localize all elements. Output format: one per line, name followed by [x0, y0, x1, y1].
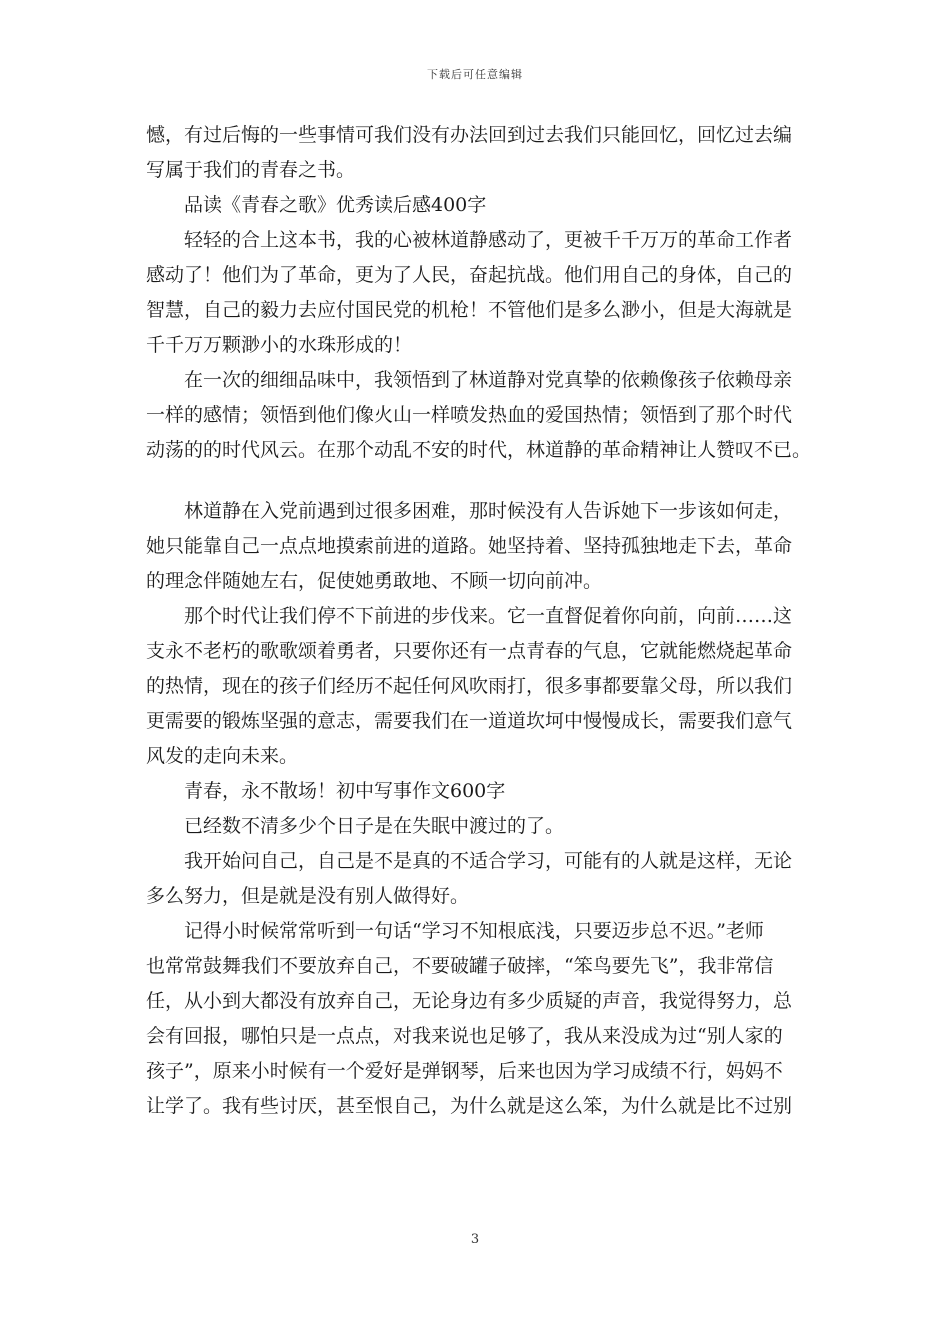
section-heading: 青春，永不散场！初中写事作文600字 — [184, 780, 506, 802]
text-line: 让学了。我有些讨厌，甚至恨自己，为什么就是这么笨，为什么就是比不过别 — [146, 1095, 793, 1117]
text-line: 风发的走向未来。 — [146, 745, 299, 767]
page-header: 下载后可任意编辑 — [427, 68, 523, 81]
text-line: 那个时代让我们停不下前进的步伐来。它一直督促着你向前，向前……这 — [184, 605, 793, 627]
document-body — [146, 118, 826, 1124]
text-line: 一样的感情；领悟到他们像火山一样喷发热血的爱国热情；领悟到了那个时代 — [146, 404, 793, 426]
text-line: 我开始问自己，自己是不是真的不适合学习，可能有的人就是这样，无论 — [184, 850, 793, 872]
text-line: 轻轻的合上这本书，我的心被林道静感动了，更被千千万万的革命工作者 — [184, 229, 793, 251]
text-line: 写属于我们的青春之书。 — [146, 159, 356, 181]
text-line: 憾，有过后悔的一些事情可我们没有办法回到过去我们只能回忆，回忆过去编 — [146, 124, 793, 146]
text-line: 智慧，自己的毅力去应付国民党的机枪！不管他们是多么渺小，但是大海就是 — [146, 299, 793, 321]
text-line: 感动了！他们为了革命，更为了人民，奋起抗战。他们用自己的身体，自己的 — [146, 264, 793, 286]
text-line: 她只能靠自己一点点地摸索前进的道路。她坚持着、坚持孤独地走下去，革命 — [146, 535, 793, 557]
text-line: 任，从小到大都没有放弃自己，无论身边有多少质疑的声音，我觉得努力，总 — [146, 990, 793, 1012]
text-line: 林道静在入党前遇到过很多困难，那时候没有人告诉她下一步该如何走， — [184, 500, 793, 522]
section-heading: 品读《青春之歌》优秀读后感400字 — [184, 194, 487, 216]
text-line: 多么努力，但是就是没有别人做得好。 — [146, 885, 470, 907]
text-line: 千千万万颗渺小的水珠形成的！ — [146, 334, 413, 356]
text-line: 的热情，现在的孩子们经历不起任何风吹雨打，很多事都要靠父母，所以我们 — [146, 675, 793, 697]
text-line: 已经数不清多少个日子是在失眠中渡过的了。 — [184, 815, 565, 837]
text-line: 也常常鼓舞我们不要放弃自己，不要破罐子破摔，“笨鸟要先飞”，我非常信 — [146, 955, 774, 977]
text-line: 动荡的的时代风云。在那个动乱不安的时代，林道静的革命精神让人赞叹不已。 — [146, 439, 812, 461]
text-line: 支永不老朽的歌歌颂着勇者，只要你还有一点青春的气息，它就能燃烧起革命 — [146, 640, 793, 662]
text-line: 更需要的锻炼坚强的意志，需要我们在一道道坎坷中慢慢成长，需要我们意气 — [146, 710, 793, 732]
text-line: 记得小时候常常听到一句话“学习不知根底浅，只要迈步总不迟。”老师 — [184, 920, 764, 942]
text-line: 孩子”，原来小时候有一个爱好是弹钢琴，后来也因为学习成绩不行，妈妈不 — [146, 1060, 783, 1082]
text-line: 会有回报，哪怕只是一点点，对我来说也足够了，我从来没成为过“别人家的 — [146, 1025, 783, 1047]
text-line: 的理念伴随她左右，促使她勇敢地、不顾一切向前冲。 — [146, 570, 603, 592]
paragraph-gap — [146, 468, 826, 494]
page-number: 3 — [470, 1232, 480, 1247]
text-line: 在一次的细细品味中，我领悟到了林道静对党真挚的依赖像孩子依赖母亲 — [184, 369, 793, 391]
